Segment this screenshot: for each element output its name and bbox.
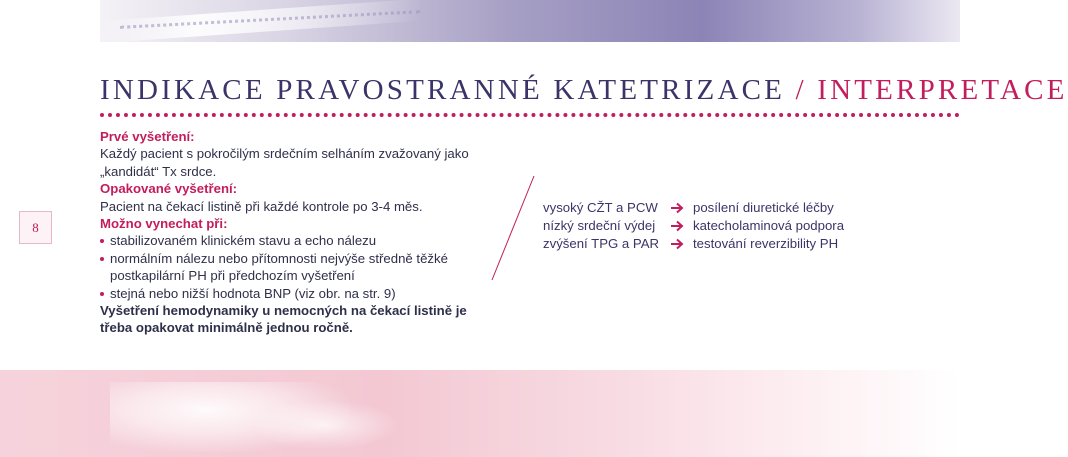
lace-decoration — [250, 400, 400, 450]
indications-text-block — [100, 128, 490, 337]
lace-ribbon-decoration — [100, 0, 420, 43]
arrow-right-icon — [670, 202, 684, 214]
results-column — [693, 199, 844, 253]
arrows-column — [670, 199, 684, 253]
skip-conditions-list — [100, 232, 490, 302]
list-item: stabilizovaném klinickém stavu a echo nálezu — [100, 232, 490, 249]
result-item: katecholaminová podpora — [693, 218, 845, 233]
title-subtitle: INTERPRETACE — [817, 74, 1068, 106]
list-item: stejná nebo nižší hodnota BNP (viz obr. na str. 9) — [100, 285, 490, 302]
dotted-divider — [100, 113, 960, 117]
arrow-right-icon — [670, 220, 684, 232]
title-main: INDIKACE PRAVOSTRANNÉ KATETRIZACE — [100, 74, 786, 106]
first-exam-heading: Prvé vyšetření: — [100, 129, 195, 144]
first-exam-text: Každý pacient s pokročilým srdečním selháním zvažovaný jako „kandidát“ Tx srdce. — [100, 146, 469, 179]
condition-item: vysoký CŽT a PCW — [543, 200, 658, 215]
bottom-decorative-banner — [0, 370, 960, 457]
slash-divider — [488, 174, 538, 282]
result-item: posílení diuretické léčby — [693, 200, 834, 215]
page-number: 8 — [32, 219, 39, 235]
list-item: normálním nálezu nebo přítomnosti nejvýše středně těžké postkapilární PH při předchozím vyšetření — [100, 250, 490, 285]
repeat-exam-text: Pacient na čekací listině při každé kontrole po 3-4 měs. — [100, 198, 423, 214]
condition-item: nízký srdeční výdej — [543, 218, 656, 233]
skip-heading: Možno vynechat při: — [100, 216, 228, 232]
repeat-exam-heading: Opakované vyšetření: — [100, 181, 238, 197]
condition-item: zvýšení TPG a PAR — [543, 236, 660, 251]
result-item: testování reverzibility PH — [693, 236, 839, 251]
closing-statement: Vyšetření hemodynamiky u nemocných na čekací listině je třeba opakovat minimálně jednou ročně. — [100, 303, 467, 336]
arrow-right-icon — [670, 238, 684, 250]
top-decorative-banner — [100, 0, 960, 42]
page-title — [100, 74, 1068, 107]
conditions-column — [543, 199, 659, 253]
page-number-badge — [19, 211, 52, 244]
title-separator: / — [795, 74, 807, 106]
